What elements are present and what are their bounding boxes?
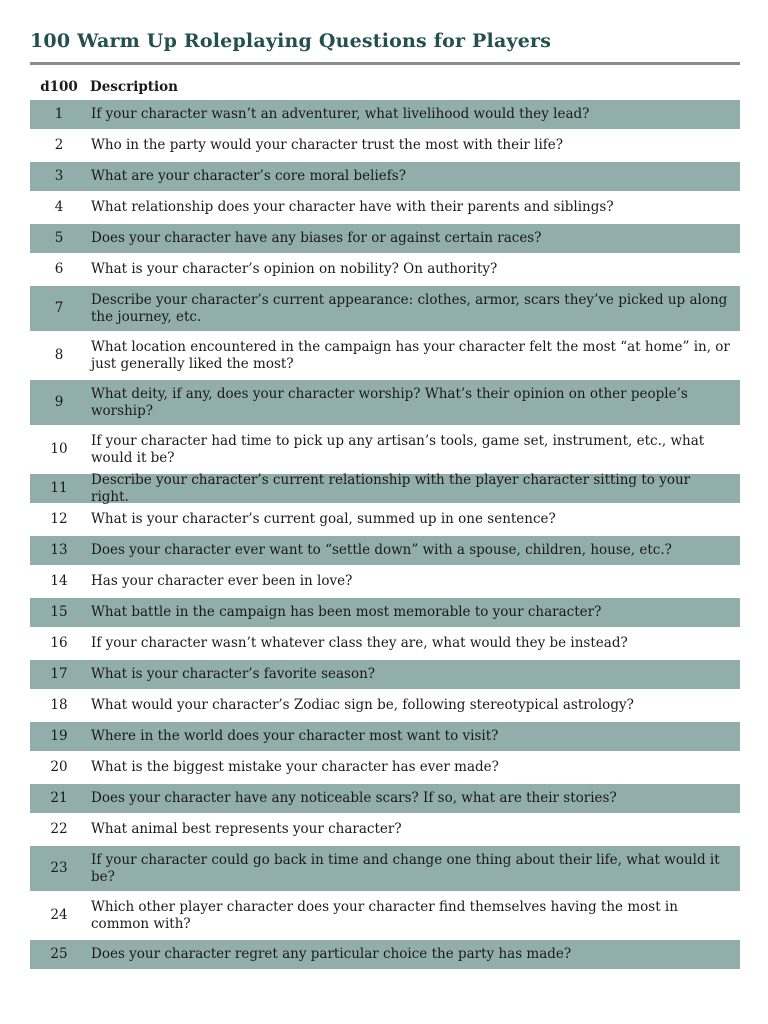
question-text: What are your character’s core moral beliefs? bbox=[91, 168, 406, 185]
table-row bbox=[30, 598, 740, 627]
table-row bbox=[30, 784, 740, 813]
table-row bbox=[30, 691, 740, 720]
question-text: Does your character ever want to “settle down” with a spouse, children, house, etc.? bbox=[91, 542, 672, 559]
roll-number: 4 bbox=[54, 199, 64, 216]
question-text: Has your character ever been in love? bbox=[91, 573, 353, 590]
table-row bbox=[30, 380, 740, 425]
roll-number: 21 bbox=[50, 790, 68, 807]
question-text: Describe your character’s current relationship with the player character sitting to your right. bbox=[91, 472, 691, 505]
roll-number: 22 bbox=[50, 821, 68, 838]
roll-number: 12 bbox=[50, 511, 68, 528]
question-text: Who in the party would your character trust the most with their life? bbox=[91, 137, 564, 154]
roll-number: 10 bbox=[50, 441, 68, 458]
roll-number: 25 bbox=[50, 946, 68, 963]
table-row bbox=[30, 100, 740, 129]
question-text: If your character had time to pick up any artisan’s tools, game set, instrument, etc., what would it be? bbox=[91, 433, 705, 466]
question-text: If your character wasn’t an adventurer, what livelihood would they lead? bbox=[91, 106, 590, 123]
table-row bbox=[30, 286, 740, 331]
roll-number: 9 bbox=[54, 394, 64, 411]
question-text: What animal best represents your character? bbox=[91, 821, 402, 838]
roll-number: 18 bbox=[50, 697, 68, 714]
question-text: What would your character’s Zodiac sign be, following stereotypical astrology? bbox=[91, 697, 634, 714]
roll-number: 6 bbox=[54, 261, 64, 278]
roll-number: 5 bbox=[54, 230, 64, 247]
question-text: What is your character’s opinion on nobility? On authority? bbox=[91, 261, 498, 278]
question-text: What is your character’s favorite season? bbox=[91, 666, 376, 683]
question-text: Where in the world does your character most want to visit? bbox=[91, 728, 499, 745]
question-text: If your character wasn’t whatever class they are, what would they be instead? bbox=[91, 635, 628, 652]
roll-number: 7 bbox=[54, 300, 64, 317]
roll-number: 23 bbox=[50, 860, 68, 877]
table-row bbox=[30, 505, 740, 534]
question-text: Does your character regret any particular choice the party has made? bbox=[91, 946, 572, 963]
roll-number: 8 bbox=[54, 347, 64, 364]
question-text: Describe your character’s current appearance: clothes, armor, scars they’ve picked up along the journey, etc. bbox=[91, 292, 728, 325]
question-text: Does your character have any noticeable scars? If so, what are their stories? bbox=[91, 790, 617, 807]
questions-table bbox=[30, 74, 740, 971]
table-body bbox=[30, 100, 740, 969]
roll-number: 2 bbox=[54, 137, 64, 154]
roll-number: 1 bbox=[54, 106, 64, 123]
table-row bbox=[30, 224, 740, 253]
question-text: Does your character have any biases for or against certain races? bbox=[91, 230, 542, 247]
table-row bbox=[30, 536, 740, 565]
roll-number: 17 bbox=[50, 666, 68, 683]
question-text: What location encountered in the campaign has your character felt the most “at home” in, or just generally liked the most? bbox=[91, 339, 730, 372]
table-row bbox=[30, 333, 740, 378]
table-header bbox=[30, 74, 740, 100]
table-row bbox=[30, 162, 740, 191]
header-d100: d100 bbox=[40, 79, 78, 95]
table-row bbox=[30, 131, 740, 160]
table-row bbox=[30, 629, 740, 658]
title-divider bbox=[30, 62, 740, 65]
roll-number: 16 bbox=[50, 635, 68, 652]
table-row bbox=[30, 567, 740, 596]
roll-number: 13 bbox=[50, 542, 68, 559]
roll-number: 24 bbox=[50, 907, 68, 924]
table-row bbox=[30, 722, 740, 751]
roll-number: 14 bbox=[50, 573, 68, 590]
table-row bbox=[30, 815, 740, 844]
question-text: What battle in the campaign has been most memorable to your character? bbox=[91, 604, 602, 621]
table-row bbox=[30, 193, 740, 222]
header-description: Description bbox=[90, 79, 178, 95]
question-text: What relationship does your character have with their parents and siblings? bbox=[91, 199, 614, 216]
question-text: What is your character’s current goal, summed up in one sentence? bbox=[91, 511, 556, 528]
roll-number: 11 bbox=[50, 480, 68, 497]
roll-number: 3 bbox=[54, 168, 64, 185]
question-text: If your character could go back in time and change one thing about their life, what would it be? bbox=[91, 852, 720, 885]
table-row bbox=[30, 753, 740, 782]
page-title: 100 Warm Up Roleplaying Questions for Players bbox=[30, 30, 552, 52]
table-row bbox=[30, 427, 740, 472]
table-row bbox=[30, 846, 740, 891]
question-text: What deity, if any, does your character worship? What’s their opinion on other people’s worship? bbox=[91, 386, 688, 419]
roll-number: 15 bbox=[50, 604, 68, 621]
table-row bbox=[30, 940, 740, 969]
roll-number: 19 bbox=[50, 728, 68, 745]
table-row bbox=[30, 474, 740, 503]
table-row bbox=[30, 255, 740, 284]
roll-number: 20 bbox=[50, 759, 68, 776]
question-text: What is the biggest mistake your character has ever made? bbox=[91, 759, 499, 776]
table-row bbox=[30, 660, 740, 689]
table-row bbox=[30, 893, 740, 938]
question-text: Which other player character does your character find themselves having the most in common with? bbox=[91, 899, 678, 932]
